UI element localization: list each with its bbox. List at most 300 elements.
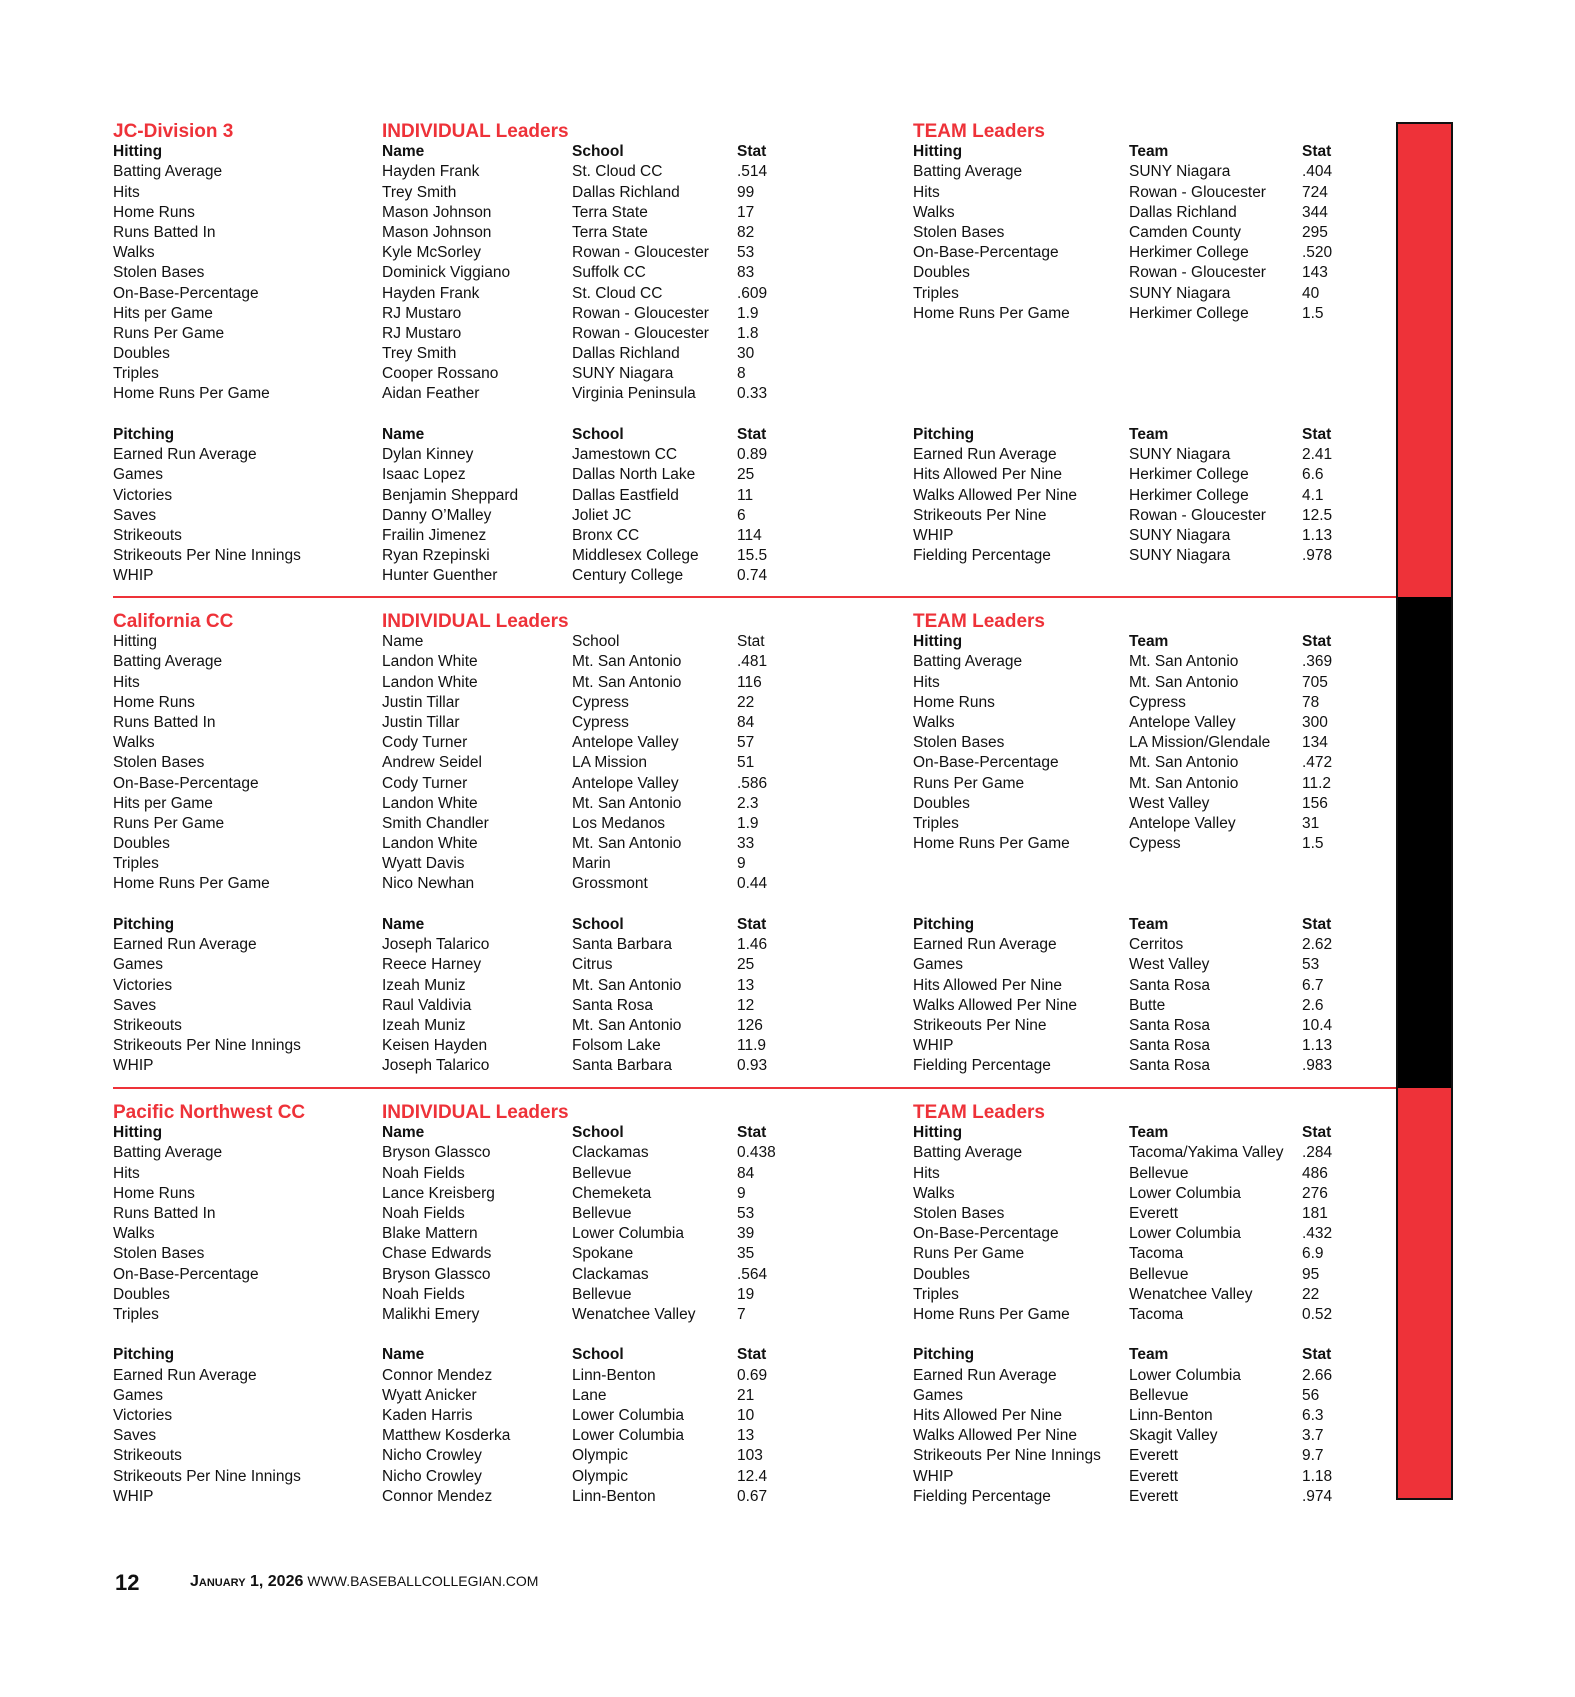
individual-hitting-stat: 1.9 xyxy=(737,304,759,322)
individual-pitching-player-name: Joseph Talarico xyxy=(382,1057,490,1075)
individual-pitching-player-name: Izeah Muniz xyxy=(382,976,466,994)
individual-pitching-column-school xyxy=(572,1345,684,1507)
individual-hitting-school: Cypress xyxy=(572,713,629,731)
team-leaders-heading xyxy=(913,122,1045,142)
individual-hitting-school: Lower Columbia xyxy=(572,1225,684,1243)
page-number xyxy=(115,1570,139,1596)
column-header-category: Hitting xyxy=(913,143,963,161)
individual-pitching-category: Games xyxy=(113,466,163,484)
individual-hitting-school: Terra State xyxy=(572,223,648,241)
team-pitching-team: SUNY Niagara xyxy=(1129,526,1231,544)
individual-hitting-school: Mt. San Antonio xyxy=(572,653,682,671)
individual-hitting-column-stat xyxy=(737,1123,776,1325)
individual-pitching-category: Earned Run Average xyxy=(113,1366,257,1384)
team-hitting-category: Batting Average xyxy=(913,1144,1023,1162)
individual-hitting-category: Home Runs xyxy=(113,1184,195,1202)
column-header-team: Team xyxy=(1129,426,1169,443)
individual-hitting-category: Runs Batted In xyxy=(113,223,216,241)
team-hitting-category: Runs Per Game xyxy=(913,774,1025,792)
individual-pitching-column-school xyxy=(572,915,681,1077)
team-pitching-category: Strikeouts Per Nine xyxy=(913,506,1047,524)
team-pitching-category: Hits Allowed Per Nine xyxy=(913,1406,1063,1424)
team-hitting-stat: 134 xyxy=(1302,734,1328,752)
team-pitching-stat: 56 xyxy=(1302,1386,1320,1404)
team-hitting-stat: 31 xyxy=(1302,814,1320,832)
team-pitching-team: Cerritos xyxy=(1129,936,1184,954)
individual-pitching-player-name: Keisen Hayden xyxy=(382,1037,488,1055)
individual-hitting-player-name: Mason Johnson xyxy=(382,203,492,221)
team-hitting-category: Stolen Bases xyxy=(913,1204,1005,1222)
team-hitting-category: Walks xyxy=(913,713,955,731)
individual-hitting-player-name: Andrew Seidel xyxy=(382,754,482,772)
team-hitting-category: Walks xyxy=(913,1184,955,1202)
individual-hitting-school: Terra State xyxy=(572,203,648,221)
team-hitting-stat: 40 xyxy=(1302,284,1320,302)
individual-pitching-school: Mt. San Antonio xyxy=(572,976,682,994)
individual-pitching-player-name: Benjamin Sheppard xyxy=(382,486,519,504)
individual-pitching-school: Dallas North Lake xyxy=(572,466,696,484)
team-hitting-stat: 486 xyxy=(1302,1164,1328,1182)
individual-hitting-player-name: Malikhi Emery xyxy=(382,1305,480,1323)
column-header-category: Hitting xyxy=(113,633,157,651)
individual-hitting-player-name: RJ Mustaro xyxy=(382,304,462,322)
column-header-team: Team xyxy=(1129,143,1169,161)
individual-hitting-school: Rowan - Gloucester xyxy=(572,324,709,342)
individual-pitching-school: Bronx CC xyxy=(572,526,640,544)
individual-pitching-column-player-name xyxy=(382,425,518,587)
individual-hitting-school: Bellevue xyxy=(572,1164,632,1182)
individual-pitching-stat: 126 xyxy=(737,1016,763,1034)
team-hitting-category: Home Runs Per Game xyxy=(913,304,1070,322)
team-hitting-category: Home Runs Per Game xyxy=(913,1305,1070,1323)
individual-hitting-stat: 0.44 xyxy=(737,875,768,893)
individual-pitching-stat: 0.69 xyxy=(737,1366,768,1384)
team-hitting-category: Triples xyxy=(913,814,959,832)
individual-hitting-school: Rowan - Gloucester xyxy=(572,304,709,322)
individual-hitting-player-name: Kyle McSorley xyxy=(382,244,482,262)
column-header-player-name: Name xyxy=(382,633,424,651)
team-hitting-stat: 156 xyxy=(1302,794,1328,812)
individual-hitting-category: Walks xyxy=(113,734,155,752)
division-title: California CC xyxy=(113,611,234,632)
individual-pitching-stat: 11 xyxy=(737,486,754,504)
individual-hitting-category: Home Runs xyxy=(113,693,195,711)
individual-pitching-category: WHIP xyxy=(113,567,154,585)
individual-hitting-school: Antelope Valley xyxy=(572,734,679,752)
team-hitting-category: Runs Per Game xyxy=(913,1245,1025,1263)
individual-hitting-category: Home Runs Per Game xyxy=(113,875,270,893)
team-hitting-stat: 1.5 xyxy=(1302,835,1324,853)
individual-hitting-stat: 0.33 xyxy=(737,385,768,403)
website-url: WWW.BASEBALLCOLLEGIAN.COM xyxy=(307,1573,539,1589)
individual-hitting-stat: 1.8 xyxy=(737,324,759,342)
team-pitching-category: Walks Allowed Per Nine xyxy=(913,1427,1077,1445)
individual-hitting-stat: .586 xyxy=(737,774,768,792)
team-hitting-category: Doubles xyxy=(913,1265,970,1283)
individual-hitting-stat: 84 xyxy=(737,713,755,731)
individual-hitting-player-name: Landon White xyxy=(382,794,478,812)
team-pitching-stat: 6.3 xyxy=(1302,1406,1324,1424)
team-pitching-category: Fielding Percentage xyxy=(913,1487,1051,1505)
individual-pitching-stat: 21 xyxy=(737,1386,755,1404)
team-hitting-stat: 78 xyxy=(1302,693,1320,711)
individual-pitching-category: Games xyxy=(113,956,163,974)
team-hitting-team: Herkimer College xyxy=(1129,304,1249,322)
team-pitching-category: Earned Run Average xyxy=(913,1366,1057,1384)
team-hitting-stat: .284 xyxy=(1302,1144,1333,1162)
individual-leaders-heading xyxy=(382,1103,569,1123)
team-pitching-team: SUNY Niagara xyxy=(1129,446,1231,464)
division-title: JC-Division 3 xyxy=(113,121,234,142)
column-header-stat: Stat xyxy=(737,1124,767,1142)
individual-hitting-column-player-name xyxy=(382,1123,495,1325)
column-header-stat: Stat xyxy=(1302,633,1332,651)
team-hitting-category: Doubles xyxy=(913,794,970,812)
individual-pitching-school: Linn-Benton xyxy=(572,1366,656,1384)
team-hitting-team: Lower Columbia xyxy=(1129,1225,1241,1243)
column-header-stat: Stat xyxy=(1302,1346,1332,1364)
individual-hitting-category: Runs Per Game xyxy=(113,324,225,342)
team-hitting-stat: 143 xyxy=(1302,264,1328,282)
individual-pitching-category: Strikeouts Per Nine Innings xyxy=(113,1037,301,1055)
individual-pitching-stat: 25 xyxy=(737,466,755,484)
individual-hitting-category: Stolen Bases xyxy=(113,1245,205,1263)
team-pitching-team: Everett xyxy=(1129,1447,1179,1465)
individual-hitting-category: Runs Batted In xyxy=(113,713,216,731)
column-header-category: Hitting xyxy=(913,633,963,651)
individual-hitting-category: Triples xyxy=(113,365,159,383)
team-pitching-stat: 4.1 xyxy=(1302,486,1324,504)
team-hitting-team: LA Mission/Glendale xyxy=(1129,734,1271,752)
column-header-player-name: Name xyxy=(382,1124,425,1142)
individual-hitting-player-name: Landon White xyxy=(382,673,478,691)
individual-hitting-category: Doubles xyxy=(113,835,170,853)
team-pitching-category: Walks Allowed Per Nine xyxy=(913,486,1077,504)
individual-hitting-school: Dallas Richland xyxy=(572,183,680,201)
team-pitching-stat: 53 xyxy=(1302,956,1320,974)
team-hitting-category: Batting Average xyxy=(913,653,1023,671)
team-hitting-stat: 295 xyxy=(1302,223,1328,241)
team-leaders-heading xyxy=(913,1103,1045,1123)
individual-hitting-school: Los Medanos xyxy=(572,814,666,832)
team-hitting-team: Dallas Richland xyxy=(1129,203,1237,221)
individual-pitching-player-name: Ryan Rzepinski xyxy=(382,547,490,565)
team-hitting-column-category xyxy=(913,632,1070,854)
individual-pitching-school: Mt. San Antonio xyxy=(572,1016,682,1034)
individual-hitting-school: Chemeketa xyxy=(572,1184,652,1202)
individual-pitching-school: Jamestown CC xyxy=(572,446,678,464)
individual-hitting-stat: 83 xyxy=(737,264,755,282)
team-pitching-category: Games xyxy=(913,956,963,974)
team-pitching-team: Santa Rosa xyxy=(1129,1016,1210,1034)
individual-pitching-category: Victories xyxy=(113,486,173,504)
individual-pitching-column-category xyxy=(113,425,301,587)
team-pitching-category: WHIP xyxy=(913,526,954,544)
team-pitching-stat: 10.4 xyxy=(1302,1016,1333,1034)
individual-hitting-category: On-Base-Percentage xyxy=(113,1265,259,1283)
individual-pitching-stat: 11.9 xyxy=(737,1037,767,1055)
team-hitting-team: Antelope Valley xyxy=(1129,713,1236,731)
individual-hitting-column-stat xyxy=(737,142,767,404)
team-hitting-stat: 22 xyxy=(1302,1285,1320,1303)
individual-hitting-category: Runs Batted In xyxy=(113,1204,216,1222)
team-pitching-stat: 2.66 xyxy=(1302,1366,1333,1384)
individual-hitting-school: Clackamas xyxy=(572,1265,649,1283)
individual-hitting-stat: .514 xyxy=(737,163,768,181)
team-pitching-column-team xyxy=(1129,915,1210,1077)
team-pitching-stat: 9.7 xyxy=(1302,1447,1324,1465)
team-pitching-team: Santa Rosa xyxy=(1129,976,1210,994)
individual-pitching-player-name: Connor Mendez xyxy=(382,1487,493,1505)
team-pitching-category: Earned Run Average xyxy=(913,446,1057,464)
individual-hitting-category: On-Base-Percentage xyxy=(113,774,259,792)
column-header-category: Hitting xyxy=(113,1124,163,1142)
individual-hitting-stat: 7 xyxy=(737,1305,746,1323)
team-hitting-team: Cypress xyxy=(1129,693,1186,711)
team-hitting-stat: 181 xyxy=(1302,1204,1328,1222)
individual-hitting-category: Hits xyxy=(113,673,140,691)
individual-hitting-category: Stolen Bases xyxy=(113,754,205,772)
team-pitching-stat: 2.62 xyxy=(1302,936,1333,954)
team-pitching-column-team xyxy=(1129,1345,1241,1507)
individual-hitting-category: Walks xyxy=(113,1225,155,1243)
team-pitching-category: Earned Run Average xyxy=(913,936,1057,954)
team-pitching-team: SUNY Niagara xyxy=(1129,547,1231,565)
individual-pitching-school: Santa Rosa xyxy=(572,996,653,1014)
team-pitching-category: Games xyxy=(913,1386,963,1404)
individual-hitting-stat: 53 xyxy=(737,1204,755,1222)
column-header-school: School xyxy=(572,1346,624,1364)
page-number-text: 12 xyxy=(115,1570,140,1595)
column-header-stat: Stat xyxy=(737,426,767,443)
individual-pitching-column-stat xyxy=(737,1345,767,1507)
individual-hitting-player-name: Landon White xyxy=(382,653,478,671)
column-header-category: Pitching xyxy=(113,426,175,443)
individual-hitting-player-name: Cody Turner xyxy=(382,734,468,752)
individual-hitting-stat: 51 xyxy=(737,754,755,772)
team-hitting-team: Bellevue xyxy=(1129,1265,1189,1283)
individual-hitting-player-name: Lance Kreisberg xyxy=(382,1184,495,1202)
individual-pitching-column-player-name xyxy=(382,915,489,1077)
team-hitting-stat: 95 xyxy=(1302,1265,1320,1283)
individual-hitting-category: Doubles xyxy=(113,345,170,363)
team-pitching-category: WHIP xyxy=(913,1037,954,1055)
individual-hitting-player-name: Noah Fields xyxy=(382,1164,465,1182)
team-pitching-category: Fielding Percentage xyxy=(913,1057,1051,1075)
individual-pitching-stat: 0.89 xyxy=(737,446,768,464)
column-header-school: School xyxy=(572,1124,624,1142)
team-hitting-team: Mt. San Antonio xyxy=(1129,673,1239,691)
individual-hitting-stat: 1.9 xyxy=(737,814,759,832)
individual-hitting-column-category xyxy=(113,1123,259,1325)
team-hitting-stat: 300 xyxy=(1302,713,1328,731)
team-hitting-team: Rowan - Gloucester xyxy=(1129,183,1266,201)
column-header-stat: Stat xyxy=(737,633,765,651)
team-hitting-category: Walks xyxy=(913,203,955,221)
team-hitting-team: Tacoma/Yakima Valley xyxy=(1129,1144,1284,1162)
team-hitting-stat: 1.5 xyxy=(1302,304,1324,322)
team-hitting-stat: .369 xyxy=(1302,653,1333,671)
team-pitching-stat: 6.7 xyxy=(1302,976,1324,994)
team-hitting-category: Doubles xyxy=(913,264,970,282)
team-pitching-team: Herkimer College xyxy=(1129,486,1249,504)
individual-hitting-school: Rowan - Gloucester xyxy=(572,244,709,262)
individual-pitching-column-category xyxy=(113,1345,301,1507)
individual-pitching-school: Linn-Benton xyxy=(572,1487,656,1505)
team-hitting-column-stat xyxy=(1302,632,1332,854)
team-pitching-team: Bellevue xyxy=(1129,1386,1189,1404)
division-heading xyxy=(113,1103,305,1123)
team-pitching-team: Santa Rosa xyxy=(1129,1057,1210,1075)
individual-pitching-player-name: Reece Harney xyxy=(382,956,482,974)
individual-pitching-category: Earned Run Average xyxy=(113,936,257,954)
individual-pitching-school: Citrus xyxy=(572,956,613,974)
team-hitting-team: Everett xyxy=(1129,1204,1179,1222)
column-header-team: Team xyxy=(1129,1346,1169,1364)
individual-hitting-school: Clackamas xyxy=(572,1144,649,1162)
individual-pitching-category: Saves xyxy=(113,506,157,524)
individual-hitting-stat: 9 xyxy=(737,855,746,873)
team-hitting-category: Hits xyxy=(913,1164,940,1182)
team-hitting-team: Mt. San Antonio xyxy=(1129,754,1239,772)
individual-leaders-title: INDIVIDUAL Leaders xyxy=(382,611,569,632)
team-pitching-stat: 2.41 xyxy=(1302,446,1333,464)
column-header-school: School xyxy=(572,143,624,161)
individual-pitching-stat: 12 xyxy=(737,996,755,1014)
team-pitching-category: Strikeouts Per Nine Innings xyxy=(913,1447,1101,1465)
individual-hitting-player-name: Mason Johnson xyxy=(382,223,492,241)
section-color-tab xyxy=(1396,1088,1453,1500)
team-hitting-column-team xyxy=(1129,1123,1284,1325)
individual-hitting-player-name: Hayden Frank xyxy=(382,284,480,302)
individual-hitting-stat: 33 xyxy=(737,835,755,853)
individual-pitching-school: Olympic xyxy=(572,1467,628,1485)
individual-hitting-column-school xyxy=(572,632,681,894)
team-hitting-team: Camden County xyxy=(1129,223,1242,241)
individual-hitting-stat: .564 xyxy=(737,1265,768,1283)
individual-pitching-school: Santa Barbara xyxy=(572,1057,672,1075)
individual-hitting-column-school xyxy=(572,1123,696,1325)
footer-dateline xyxy=(190,1573,538,1591)
individual-hitting-category: Batting Average xyxy=(113,653,223,671)
team-hitting-category: On-Base-Percentage xyxy=(913,754,1059,772)
individual-hitting-school: Dallas Richland xyxy=(572,345,680,363)
team-hitting-category: Triples xyxy=(913,284,959,302)
individual-pitching-stat: 10 xyxy=(737,1406,755,1424)
individual-pitching-stat: 1.46 xyxy=(737,936,768,954)
team-hitting-team: West Valley xyxy=(1129,794,1210,812)
individual-hitting-player-name: Noah Fields xyxy=(382,1204,465,1222)
section-divider xyxy=(113,1087,1398,1089)
individual-pitching-school: Folsom Lake xyxy=(572,1037,661,1055)
individual-pitching-player-name: Hunter Guenther xyxy=(382,567,498,585)
individual-hitting-category: Hits xyxy=(113,183,140,201)
individual-hitting-category: Doubles xyxy=(113,1285,170,1303)
individual-pitching-school: Middlesex College xyxy=(572,547,699,565)
team-hitting-stat: 724 xyxy=(1302,183,1328,201)
individual-pitching-school: Olympic xyxy=(572,1447,628,1465)
individual-pitching-school: Lower Columbia xyxy=(572,1427,684,1445)
individual-hitting-school: Bellevue xyxy=(572,1204,632,1222)
individual-pitching-player-name: Nicho Crowley xyxy=(382,1467,482,1485)
individual-pitching-school: Dallas Eastfield xyxy=(572,486,679,504)
column-header-school: School xyxy=(572,916,624,933)
individual-hitting-player-name: Justin Tillar xyxy=(382,713,460,731)
team-pitching-team: West Valley xyxy=(1129,956,1210,974)
individual-hitting-stat: 84 xyxy=(737,1164,755,1182)
individual-pitching-player-name: Connor Mendez xyxy=(382,1366,493,1384)
individual-pitching-category: Strikeouts Per Nine Innings xyxy=(113,547,301,565)
section-divider xyxy=(113,596,1398,598)
column-header-team: Team xyxy=(1129,633,1169,651)
individual-hitting-stat: 17 xyxy=(737,203,755,221)
team-hitting-team: Mt. San Antonio xyxy=(1129,653,1239,671)
team-hitting-column-stat xyxy=(1302,142,1332,324)
team-pitching-column-category xyxy=(913,915,1077,1077)
individual-pitching-category: Strikeouts xyxy=(113,526,182,544)
team-hitting-stat: .520 xyxy=(1302,244,1333,262)
individual-pitching-category: Saves xyxy=(113,996,157,1014)
team-pitching-stat: 6.6 xyxy=(1302,466,1324,484)
individual-hitting-school: St. Cloud CC xyxy=(572,284,663,302)
individual-hitting-category: Batting Average xyxy=(113,163,223,181)
team-hitting-team: SUNY Niagara xyxy=(1129,163,1231,181)
individual-pitching-player-name: Frailin Jimenez xyxy=(382,526,487,544)
column-header-player-name: Name xyxy=(382,426,425,443)
individual-pitching-stat: 6 xyxy=(737,506,746,524)
section-color-tab xyxy=(1396,122,1453,599)
team-hitting-category: Stolen Bases xyxy=(913,223,1005,241)
team-pitching-stat: .978 xyxy=(1302,547,1333,565)
team-pitching-stat: 1.13 xyxy=(1302,1037,1333,1055)
team-pitching-category: Fielding Percentage xyxy=(913,547,1051,565)
column-header-category: Hitting xyxy=(913,1124,963,1142)
individual-hitting-player-name: Hayden Frank xyxy=(382,163,480,181)
individual-pitching-stat: 0.67 xyxy=(737,1487,768,1505)
individual-pitching-stat: 103 xyxy=(737,1447,763,1465)
column-header-category: Pitching xyxy=(913,426,975,443)
team-pitching-category: Hits Allowed Per Nine xyxy=(913,976,1063,994)
team-hitting-stat: 344 xyxy=(1302,203,1328,221)
team-pitching-category: Strikeouts Per Nine xyxy=(913,1016,1047,1034)
team-hitting-team: Bellevue xyxy=(1129,1164,1189,1182)
team-leaders-heading xyxy=(913,612,1045,632)
team-hitting-stat: 276 xyxy=(1302,1184,1328,1202)
team-pitching-column-stat xyxy=(1302,915,1332,1077)
individual-hitting-player-name: Trey Smith xyxy=(382,183,457,201)
individual-hitting-column-category xyxy=(113,632,270,894)
team-pitching-team: Santa Rosa xyxy=(1129,1037,1210,1055)
individual-pitching-category: Strikeouts xyxy=(113,1016,182,1034)
individual-hitting-stat: 8 xyxy=(737,365,746,383)
individual-hitting-category: Hits xyxy=(113,1164,140,1182)
individual-hitting-player-name: Smith Chandler xyxy=(382,814,489,832)
individual-pitching-column-stat xyxy=(737,425,767,587)
team-hitting-team: Rowan - Gloucester xyxy=(1129,264,1266,282)
individual-pitching-column-player-name xyxy=(382,1345,510,1507)
individual-hitting-category: Walks xyxy=(113,244,155,262)
column-header-player-name: Name xyxy=(382,916,425,933)
individual-hitting-school: Spokane xyxy=(572,1245,634,1263)
team-pitching-stat: .974 xyxy=(1302,1487,1333,1505)
team-hitting-column-stat xyxy=(1302,1123,1332,1325)
team-hitting-team: Cypess xyxy=(1129,835,1181,853)
individual-pitching-category: Victories xyxy=(113,976,173,994)
individual-pitching-category: WHIP xyxy=(113,1057,154,1075)
individual-hitting-player-name: Trey Smith xyxy=(382,345,457,363)
individual-hitting-school: Marin xyxy=(572,855,611,873)
column-header-category: Pitching xyxy=(913,1346,975,1364)
